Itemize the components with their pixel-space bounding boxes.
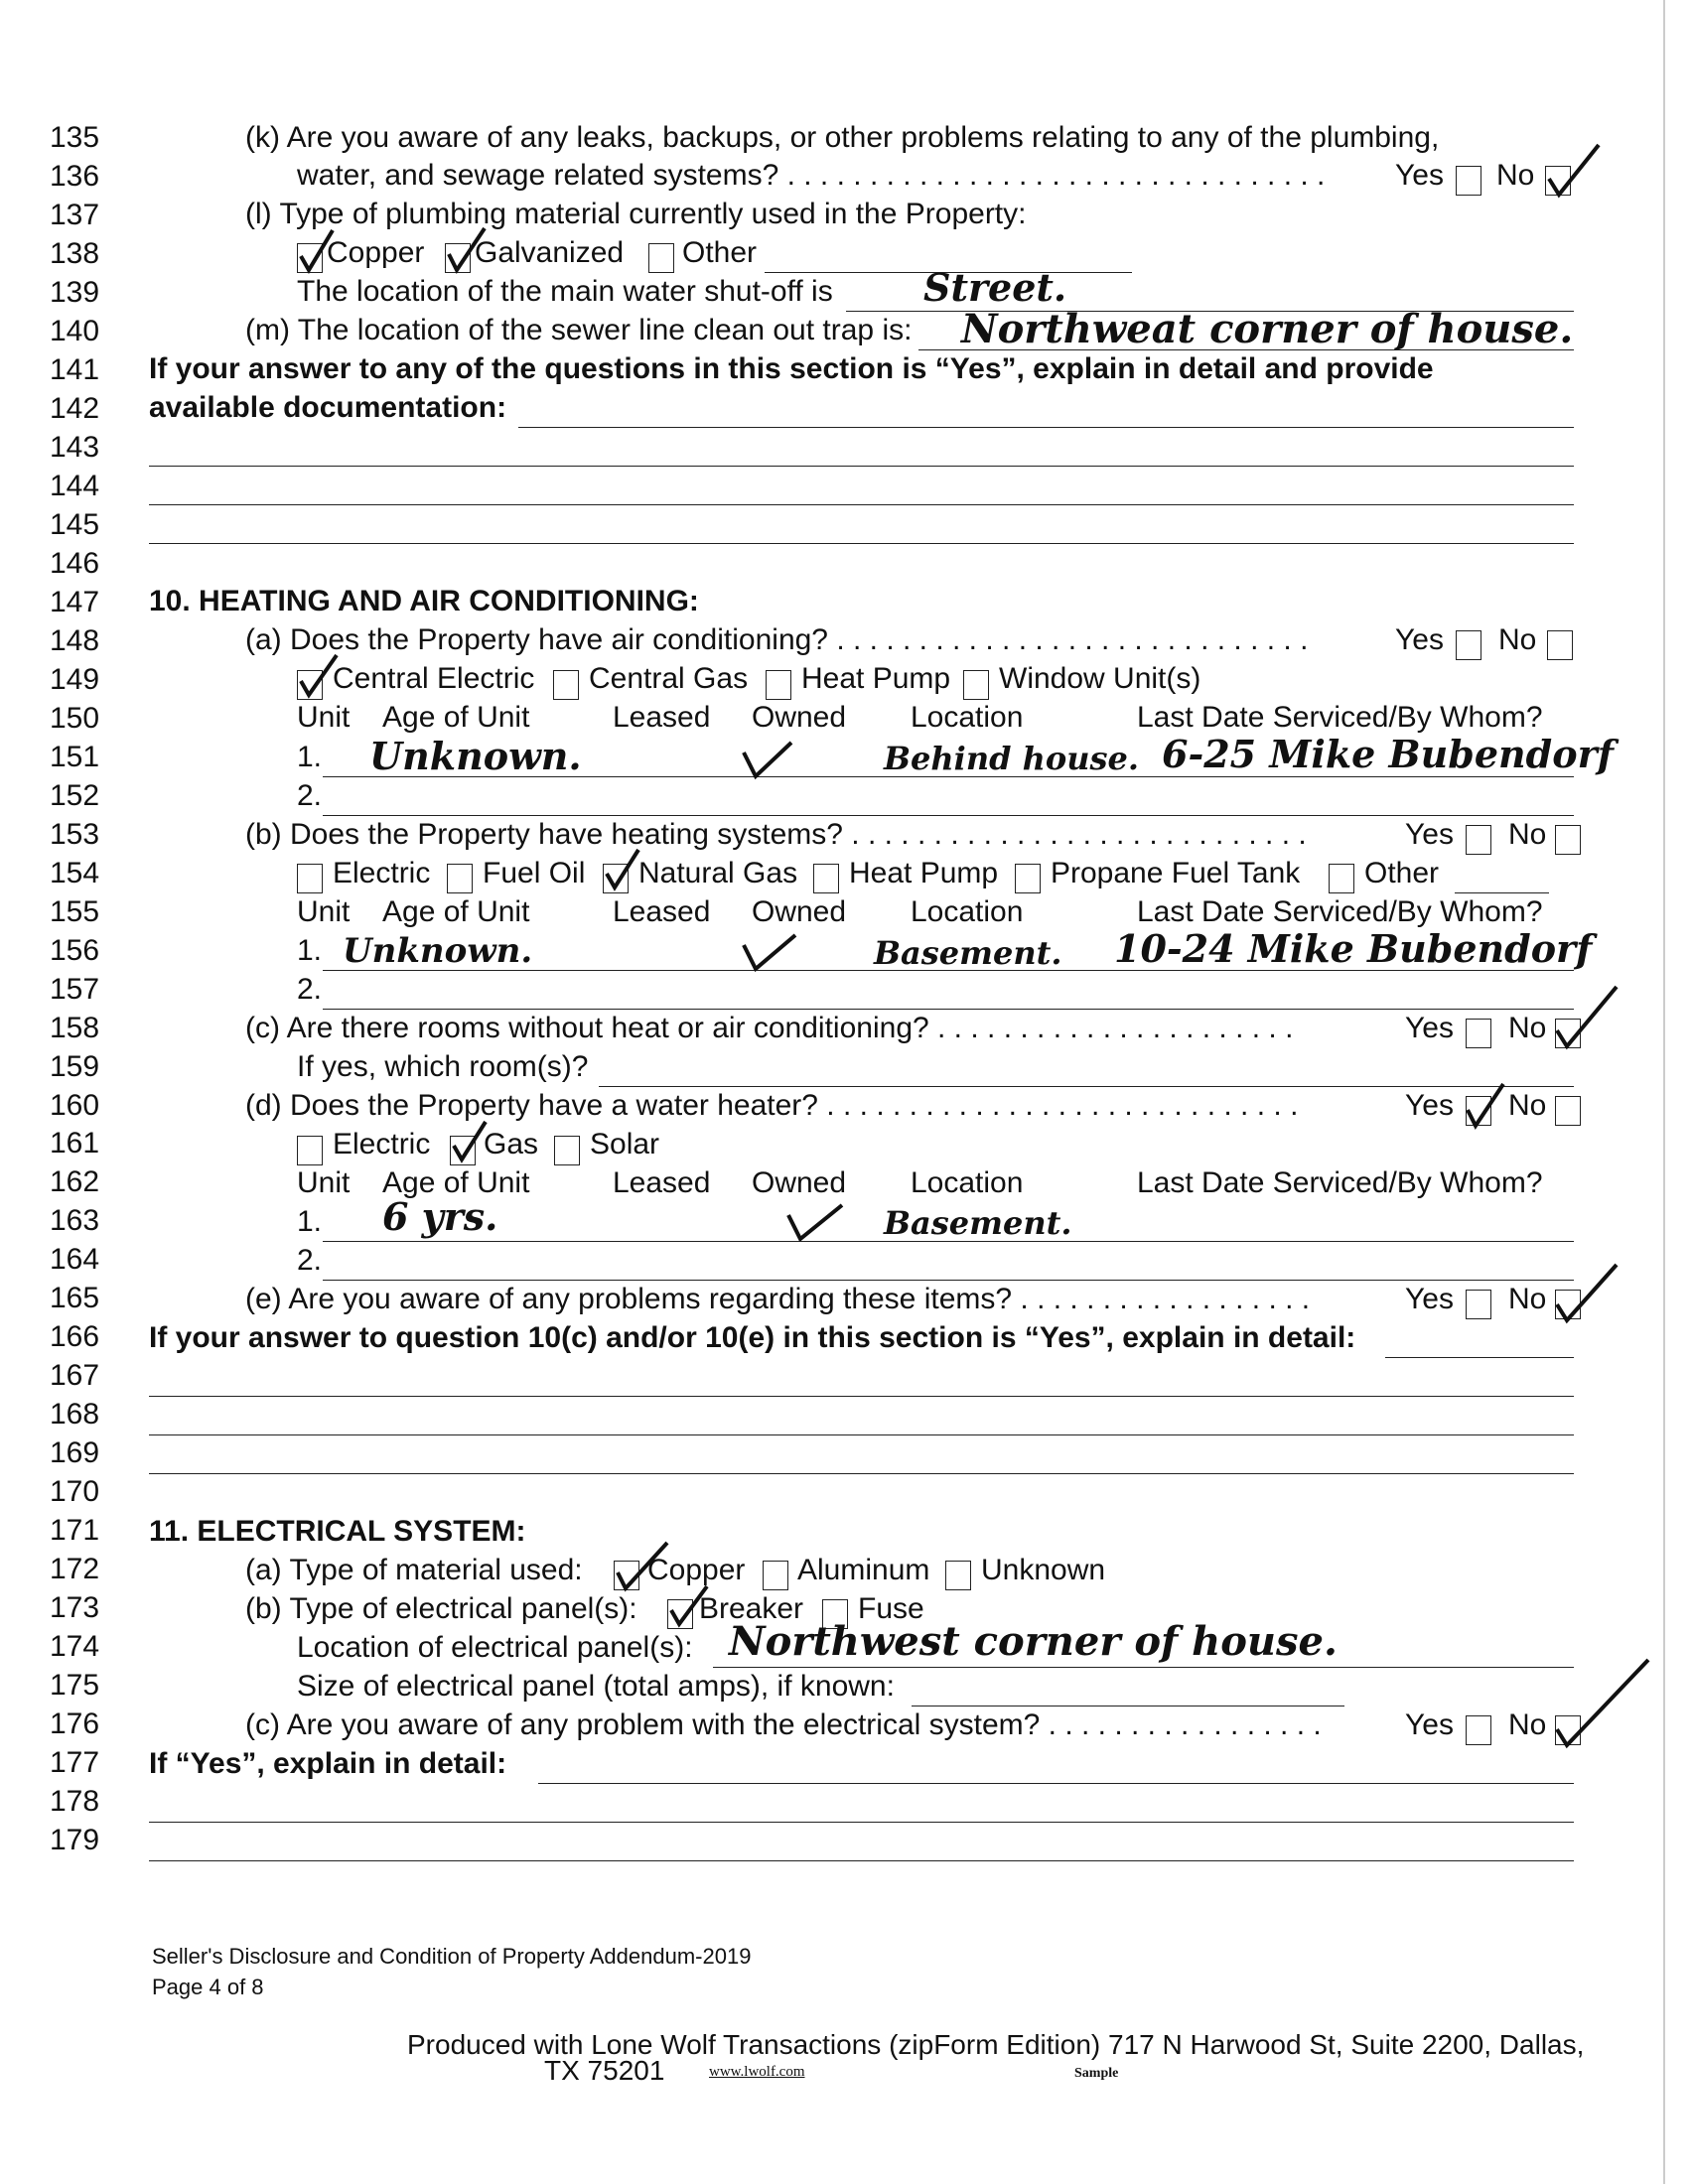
q10c-yes-label: Yes bbox=[1405, 1012, 1454, 1044]
q10b-yes-label: Yes bbox=[1405, 818, 1454, 851]
q11c-yes-checkbox[interactable] bbox=[1466, 1715, 1491, 1745]
window-unit-label: Window Unit(s) bbox=[999, 662, 1201, 695]
line-number: 174 bbox=[50, 1630, 100, 1664]
line-number: 171 bbox=[50, 1514, 100, 1548]
line-number: 154 bbox=[50, 856, 100, 889]
footer-produced-line2: TX 75201 bbox=[544, 2055, 665, 2086]
line-number: 164 bbox=[50, 1243, 100, 1277]
line-number: 136 bbox=[50, 159, 100, 193]
ac-row-1-number: 1. bbox=[297, 741, 323, 773]
wh-row-1-number: 1. bbox=[297, 1205, 323, 1238]
aluminum-checkbox[interactable] bbox=[763, 1561, 788, 1590]
q10a-no-checkbox[interactable] bbox=[1547, 630, 1573, 660]
line-number: 143 bbox=[50, 430, 100, 464]
q9k-yes-checkbox[interactable] bbox=[1456, 166, 1481, 196]
explain-10-line-169[interactable] bbox=[149, 1473, 1574, 1474]
q11c-no-checkbox[interactable] bbox=[1555, 1715, 1581, 1745]
heat-row-1-owned-checkmark bbox=[740, 931, 799, 975]
heat-col-owned: Owned bbox=[752, 895, 847, 928]
section-10-heading: 10. HEATING AND AIR CONDITIONING: bbox=[149, 585, 699, 617]
line-number: 165 bbox=[50, 1282, 100, 1315]
heat-col-last-serviced: Last Date Serviced/By Whom? bbox=[1137, 895, 1543, 928]
ac-col-age: Age of Unit bbox=[382, 701, 530, 734]
line-number: 177 bbox=[50, 1746, 100, 1780]
line-number: 175 bbox=[50, 1669, 100, 1703]
heat-pump-label: Heat Pump bbox=[849, 857, 999, 889]
section-11-heading: 11. ELECTRICAL SYSTEM: bbox=[149, 1515, 526, 1548]
window-unit-checkbox[interactable] bbox=[963, 670, 989, 700]
line-number: 135 bbox=[50, 121, 100, 154]
heat-other-checkbox[interactable] bbox=[1329, 864, 1354, 893]
explain-11-field[interactable] bbox=[538, 1783, 1574, 1784]
heat-row-1-number: 1. bbox=[297, 934, 323, 967]
galvanized-label: Galvanized bbox=[475, 236, 625, 269]
question-9k-line2: water, and sewage related systems? . . . . . . . . . . . . . . . . . . . . . . . . . . . . . . . . . bbox=[297, 159, 1326, 192]
explain-10-line-168[interactable] bbox=[149, 1434, 1574, 1435]
q10c-yes-checkbox[interactable] bbox=[1466, 1019, 1491, 1048]
explain-10: If your answer to question 10(c) and/or 10(e) in this section is “Yes”, explain in detail: bbox=[149, 1321, 1356, 1354]
q11c-yes-label: Yes bbox=[1405, 1708, 1454, 1741]
rooms-which-label: If yes, which room(s)? bbox=[297, 1050, 589, 1083]
q10e-no-checkbox[interactable] bbox=[1555, 1290, 1581, 1319]
page-edge bbox=[1663, 0, 1665, 2184]
question-10d: (d) Does the Property have a water heater? . . . . . . . . . . . . . . . . . . . . . . . . . . . . . bbox=[245, 1089, 1299, 1122]
question-11c: (c) Are you aware of any problem with the electrical system? . . . . . . . . . . . . . . . . . bbox=[245, 1708, 1322, 1741]
line-number: 157 bbox=[50, 972, 100, 1006]
line-number: 147 bbox=[50, 585, 100, 618]
wh-col-unit: Unit bbox=[297, 1166, 351, 1199]
breaker-checkbox[interactable] bbox=[667, 1599, 693, 1629]
q11c-no-label: No bbox=[1508, 1708, 1547, 1741]
aluminum-label: Aluminum bbox=[797, 1554, 930, 1586]
other-material-checkbox[interactable] bbox=[648, 243, 674, 273]
q10a-yes-label: Yes bbox=[1395, 623, 1444, 656]
heat-col-leased: Leased bbox=[613, 895, 711, 928]
sewer-trap-handwritten: Northweat corner of house. bbox=[961, 306, 1574, 352]
ac-heat-pump-checkbox[interactable] bbox=[766, 670, 791, 700]
question-9k-line1: (k) Are you aware of any leaks, backups, or other problems relating to any of the plumbing, bbox=[245, 121, 1440, 154]
line-number: 170 bbox=[50, 1475, 100, 1509]
heat-col-age: Age of Unit bbox=[382, 895, 530, 928]
wh-col-leased: Leased bbox=[613, 1166, 711, 1199]
line-number: 139 bbox=[50, 275, 100, 309]
explain-11-line-178[interactable] bbox=[149, 1822, 1574, 1823]
propane-checkbox[interactable] bbox=[1015, 864, 1041, 893]
other-material-label: Other bbox=[682, 236, 758, 269]
explain-9-line2: available documentation: bbox=[149, 391, 507, 424]
q10b-no-checkbox[interactable] bbox=[1555, 825, 1581, 855]
line-number: 161 bbox=[50, 1127, 100, 1160]
heat-col-unit: Unit bbox=[297, 895, 351, 928]
copper-label: Copper bbox=[327, 236, 425, 269]
line-number: 137 bbox=[50, 198, 100, 231]
q10e-yes-checkbox[interactable] bbox=[1466, 1290, 1491, 1319]
line-number: 160 bbox=[50, 1088, 100, 1122]
ac-row-1-service: 6-25 Mike Bubendorf bbox=[1162, 732, 1614, 776]
line-number: 149 bbox=[50, 662, 100, 696]
question-10b: (b) Does the Property have heating systems? . . . . . . . . . . . . . . . . . . . . . . . . . . . . bbox=[245, 818, 1307, 851]
natural-gas-checkbox[interactable] bbox=[603, 864, 629, 893]
q9k-no-checkbox[interactable] bbox=[1545, 166, 1571, 196]
question-10a: (a) Does the Property have air conditioning? . . . . . . . . . . . . . . . . . . . . . . . . . . . . . bbox=[245, 623, 1309, 656]
ac-heat-pump-label: Heat Pump bbox=[801, 662, 951, 695]
breaker-label: Breaker bbox=[699, 1592, 804, 1625]
galvanized-checkbox[interactable] bbox=[445, 243, 471, 273]
heat-electric-checkbox[interactable] bbox=[297, 864, 323, 893]
wh-col-age: Age of Unit bbox=[382, 1166, 530, 1199]
q10b-yes-checkbox[interactable] bbox=[1466, 825, 1491, 855]
footer-url-link[interactable]: www.lwolf.com bbox=[709, 2064, 805, 2080]
line-number: 169 bbox=[50, 1436, 100, 1470]
ac-col-owned: Owned bbox=[752, 701, 847, 734]
line-number: 162 bbox=[50, 1165, 100, 1199]
central-gas-checkbox[interactable] bbox=[553, 670, 579, 700]
wh-row-1-owned-checkmark bbox=[784, 1201, 846, 1245]
line-number: 150 bbox=[50, 701, 100, 735]
wh-electric-label: Electric bbox=[333, 1128, 431, 1160]
line-number: 178 bbox=[50, 1785, 100, 1819]
explain-9-field[interactable] bbox=[518, 427, 1574, 428]
line-number: 140 bbox=[50, 314, 100, 347]
line-number: 148 bbox=[50, 623, 100, 657]
q10b-no-label: No bbox=[1508, 818, 1547, 851]
line-number: 145 bbox=[50, 507, 100, 541]
line-number: 142 bbox=[50, 391, 100, 425]
q10a-yes-checkbox[interactable] bbox=[1456, 630, 1481, 660]
ac-col-location: Location bbox=[911, 701, 1024, 734]
fuel-oil-checkbox[interactable] bbox=[447, 864, 473, 893]
copper-checkbox[interactable] bbox=[297, 243, 323, 273]
explain-9-line-144[interactable] bbox=[149, 504, 1574, 505]
elec-copper-label: Copper bbox=[647, 1554, 746, 1586]
question-9l: (l) Type of plumbing material currently used in the Property: bbox=[245, 198, 1027, 230]
line-number: 141 bbox=[50, 352, 100, 386]
q10e-yes-label: Yes bbox=[1405, 1283, 1454, 1315]
natural-gas-label: Natural Gas bbox=[638, 857, 798, 889]
heat-other-label: Other bbox=[1364, 857, 1440, 889]
explain-10-field[interactable] bbox=[1385, 1357, 1574, 1358]
q10d-yes-label: Yes bbox=[1405, 1089, 1454, 1122]
question-9m: (m) The location of the sewer line clean out trap is: bbox=[245, 314, 913, 346]
q10c-no-label: No bbox=[1508, 1012, 1547, 1044]
line-number: 166 bbox=[50, 1320, 100, 1354]
q10d-no-checkbox[interactable] bbox=[1555, 1096, 1581, 1126]
unknown-material-label: Unknown bbox=[981, 1554, 1106, 1586]
line-number: 155 bbox=[50, 894, 100, 928]
wh-gas-checkbox[interactable] bbox=[450, 1136, 476, 1165]
heat-row-1-service: 10-24 Mike Bubendorf bbox=[1114, 926, 1593, 971]
line-number: 172 bbox=[50, 1553, 100, 1586]
shutoff-label: The location of the main water shut-off is bbox=[297, 275, 833, 308]
panel-size-label: Size of electrical panel (total amps), if known: bbox=[297, 1670, 895, 1703]
central-electric-checkbox[interactable] bbox=[297, 670, 323, 700]
line-number: 168 bbox=[50, 1398, 100, 1432]
explain-10-line-167[interactable] bbox=[149, 1396, 1574, 1397]
line-number: 176 bbox=[50, 1707, 100, 1741]
footer-page-number: Page 4 of 8 bbox=[152, 1975, 264, 1999]
wh-row-1-location: Basement. bbox=[884, 1204, 1072, 1242]
central-gas-label: Central Gas bbox=[589, 662, 749, 695]
heat-row-1-location: Basement. bbox=[874, 934, 1062, 972]
wh-col-location: Location bbox=[911, 1166, 1024, 1199]
heat-electric-label: Electric bbox=[333, 857, 431, 889]
question-11a: (a) Type of material used: bbox=[245, 1554, 583, 1586]
heat-row-2-number: 2. bbox=[297, 973, 323, 1006]
footer-form-title: Seller's Disclosure and Condition of Property Addendum-2019 bbox=[152, 1944, 752, 1969]
q10a-no-label: No bbox=[1498, 623, 1537, 656]
wh-electric-checkbox[interactable] bbox=[297, 1136, 323, 1165]
line-number: 138 bbox=[50, 236, 100, 270]
q10c-no-checkbox[interactable] bbox=[1555, 1019, 1581, 1048]
ac-row-2-number: 2. bbox=[297, 779, 323, 812]
wh-solar-checkbox[interactable] bbox=[554, 1136, 580, 1165]
elec-copper-checkbox[interactable] bbox=[614, 1561, 639, 1590]
line-number: 152 bbox=[50, 778, 100, 812]
heat-col-location: Location bbox=[911, 895, 1024, 928]
question-10e: (e) Are you aware of any problems regarding these items? . . . . . . . . . . . . . . . . . . bbox=[245, 1283, 1311, 1315]
heat-pump-checkbox[interactable] bbox=[813, 864, 839, 893]
q10e-no-label: No bbox=[1508, 1283, 1547, 1315]
explain-9-line-143[interactable] bbox=[149, 466, 1574, 467]
line-number: 179 bbox=[50, 1824, 100, 1857]
ac-row-1-location: Behind house. bbox=[884, 740, 1139, 777]
explain-9-line-145[interactable] bbox=[149, 543, 1574, 544]
line-number: 167 bbox=[50, 1359, 100, 1393]
wh-col-last-serviced: Last Date Serviced/By Whom? bbox=[1137, 1166, 1543, 1199]
wh-col-owned: Owned bbox=[752, 1166, 847, 1199]
explain-11: If “Yes”, explain in detail: bbox=[149, 1747, 507, 1780]
wh-row-2-number: 2. bbox=[297, 1244, 323, 1277]
ac-col-last-serviced: Last Date Serviced/By Whom? bbox=[1137, 701, 1543, 734]
line-number: 146 bbox=[50, 546, 100, 580]
q9k-no-label: No bbox=[1496, 159, 1535, 192]
central-electric-label: Central Electric bbox=[333, 662, 535, 695]
question-10c: (c) Are there rooms without heat or air conditioning? . . . . . . . . . . . . . . . . . . . . . . bbox=[245, 1012, 1294, 1044]
ac-col-leased: Leased bbox=[613, 701, 711, 734]
heat-row-1-age: Unknown. bbox=[343, 931, 533, 971]
panel-location-handwritten: Northwest corner of house. bbox=[729, 1618, 1338, 1665]
q9k-yes-label: Yes bbox=[1395, 159, 1444, 192]
explain-9-line1: If your answer to any of the questions in this section is “Yes”, explain in detail and provide bbox=[149, 352, 1434, 385]
line-number: 153 bbox=[50, 817, 100, 851]
fuel-oil-label: Fuel Oil bbox=[483, 857, 586, 889]
line-number: 156 bbox=[50, 933, 100, 967]
line-number: 151 bbox=[50, 740, 100, 773]
line-number: 158 bbox=[50, 1011, 100, 1044]
question-11b: (b) Type of electrical panel(s): bbox=[245, 1592, 637, 1625]
ac-col-unit: Unit bbox=[297, 701, 351, 734]
panel-location-label: Location of electrical panel(s): bbox=[297, 1631, 693, 1664]
line-number: 173 bbox=[50, 1591, 100, 1625]
wh-row-1-age: 6 yrs. bbox=[382, 1194, 498, 1239]
wh-solar-label: Solar bbox=[590, 1128, 660, 1160]
q10d-no-label: No bbox=[1508, 1089, 1547, 1122]
explain-11-line-179[interactable] bbox=[149, 1860, 1574, 1861]
line-number: 163 bbox=[50, 1204, 100, 1238]
wh-gas-label: Gas bbox=[484, 1128, 539, 1160]
propane-label: Propane Fuel Tank bbox=[1051, 857, 1301, 889]
unknown-material-checkbox[interactable] bbox=[945, 1561, 971, 1590]
shutoff-handwritten: Street. bbox=[923, 265, 1067, 310]
q10d-yes-checkbox[interactable] bbox=[1466, 1096, 1491, 1126]
footer-produced-line1: Produced with Lone Wolf Transactions (zipForm Edition) 717 N Harwood St, Suite 2200, Dallas, bbox=[407, 2029, 1585, 2060]
line-number: 144 bbox=[50, 469, 100, 502]
fuse-label: Fuse bbox=[858, 1592, 924, 1625]
footer-sample-mark: Sample bbox=[1074, 2066, 1119, 2081]
line-number: 159 bbox=[50, 1049, 100, 1083]
ac-row-1-age: Unknown. bbox=[369, 734, 582, 778]
